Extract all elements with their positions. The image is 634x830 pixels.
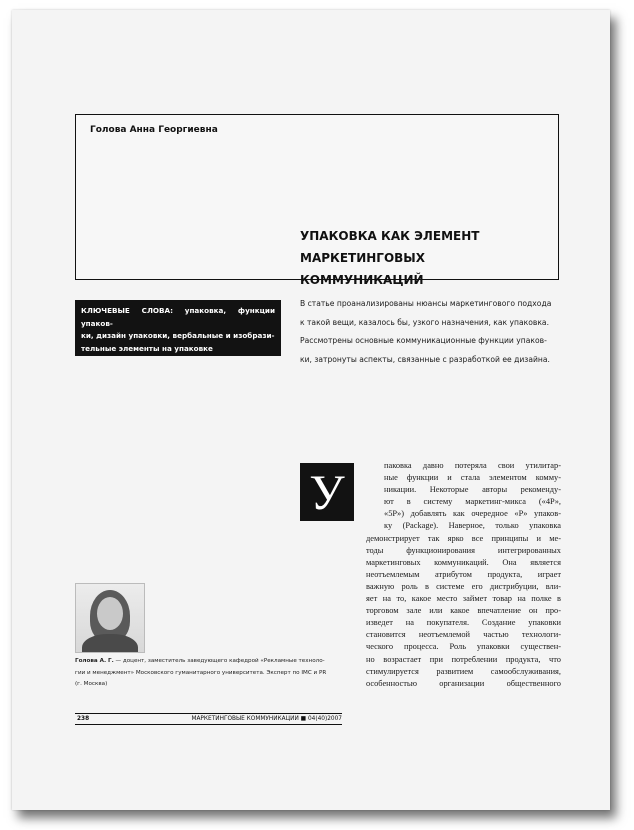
article-title	[300, 225, 550, 291]
body-line: становится неотъемлемой частью технологи-	[366, 630, 561, 640]
body-line: яет на то, какое место займет товар на полке в	[366, 594, 561, 604]
title-line: УПАКОВКА КАК ЭЛЕМЕНТ	[300, 229, 480, 243]
body-line: ческого процесса. Роль упаковки существен-	[366, 642, 561, 652]
abstract-line: Рассмотрены основные коммуникационные функции упаков-	[300, 336, 547, 345]
title-line: МАРКЕТИНГОВЫХ КОММУНИКАЦИЙ	[300, 251, 425, 287]
journal-page	[12, 10, 610, 810]
body-line: ку (Package). Наверное, только упаковка	[384, 521, 561, 531]
bio-line: (г. Москва)	[75, 681, 108, 687]
bio-text: — доцент, заместитель заведующего кафедрой «Рекламные техноло-	[113, 658, 325, 664]
abstract-line: к такой вещи, казалось бы, узкого назначения, как упаковка.	[300, 317, 549, 327]
author-bio	[75, 656, 341, 691]
body-line: демонстрирует так ярко все принципы и ме-	[366, 533, 561, 543]
body-line: торговом зале или какое впечатление он про-	[366, 606, 561, 616]
page-footer	[75, 713, 342, 725]
keywords-box	[75, 300, 281, 356]
bio-line: гии и менеджмент» Московского гуманитарного университета. Эксперт по IMC и PR	[75, 669, 327, 676]
body-line: но возрастает при потреблении продукта, что	[366, 654, 561, 664]
author-name: Голова Анна Георгиевна	[90, 125, 218, 135]
page-number: 238	[77, 716, 90, 722]
body-line: особенностью организации общественного	[366, 678, 561, 688]
abstract-line: ки, затронуты аспекты, связанные с разработкой ее дизайна.	[300, 354, 550, 364]
article-header-box	[75, 114, 559, 287]
body-line: важную роль в системе его дистрибуции, вли-	[366, 581, 561, 591]
bio-line	[75, 656, 341, 668]
bio-name: Голова А. Г.	[75, 658, 114, 664]
body-line: изведет на покупателя. Создание упаковки	[366, 618, 561, 628]
author-photo	[75, 583, 145, 653]
body-line: ют в систему маркетинг-микса («4P»,	[384, 497, 561, 507]
body-line: ные функции и стала элементом комму-	[384, 473, 561, 483]
journal-info: МАРКЕТИНГОВЫЕ КОММУНИКАЦИИ ■ 04(40)2007	[191, 716, 342, 722]
keywords-line: ки, дизайн упаковки, вербальные и изобрази-	[81, 331, 275, 340]
abstract-line: В статье проанализированы нюансы маркетингового подхода	[300, 299, 552, 308]
body-line: «5P») добавлять как очередное «P» упаков-	[384, 509, 561, 519]
body-line: никации. Некоторые авторы рекоменду-	[384, 485, 561, 495]
abstract	[300, 295, 562, 369]
body-line: тоды функционирования интегрированных	[366, 545, 561, 555]
keywords-line: КЛЮЧЕВЫЕ СЛОВА: упаковка, функции упаков-	[81, 306, 275, 328]
drop-cap: У	[300, 463, 354, 521]
body-line: маркетинговых коммуникаций. Она является	[366, 557, 561, 567]
body-line: паковка давно потеряла свои утилитар-	[384, 461, 561, 470]
body-line: стимулируется развитием самообслуживания,	[366, 666, 561, 676]
body-line: неотъемлемым атрибутом продукта, играет	[366, 569, 561, 579]
keywords-line: тельные элементы на упаковке	[81, 343, 213, 353]
